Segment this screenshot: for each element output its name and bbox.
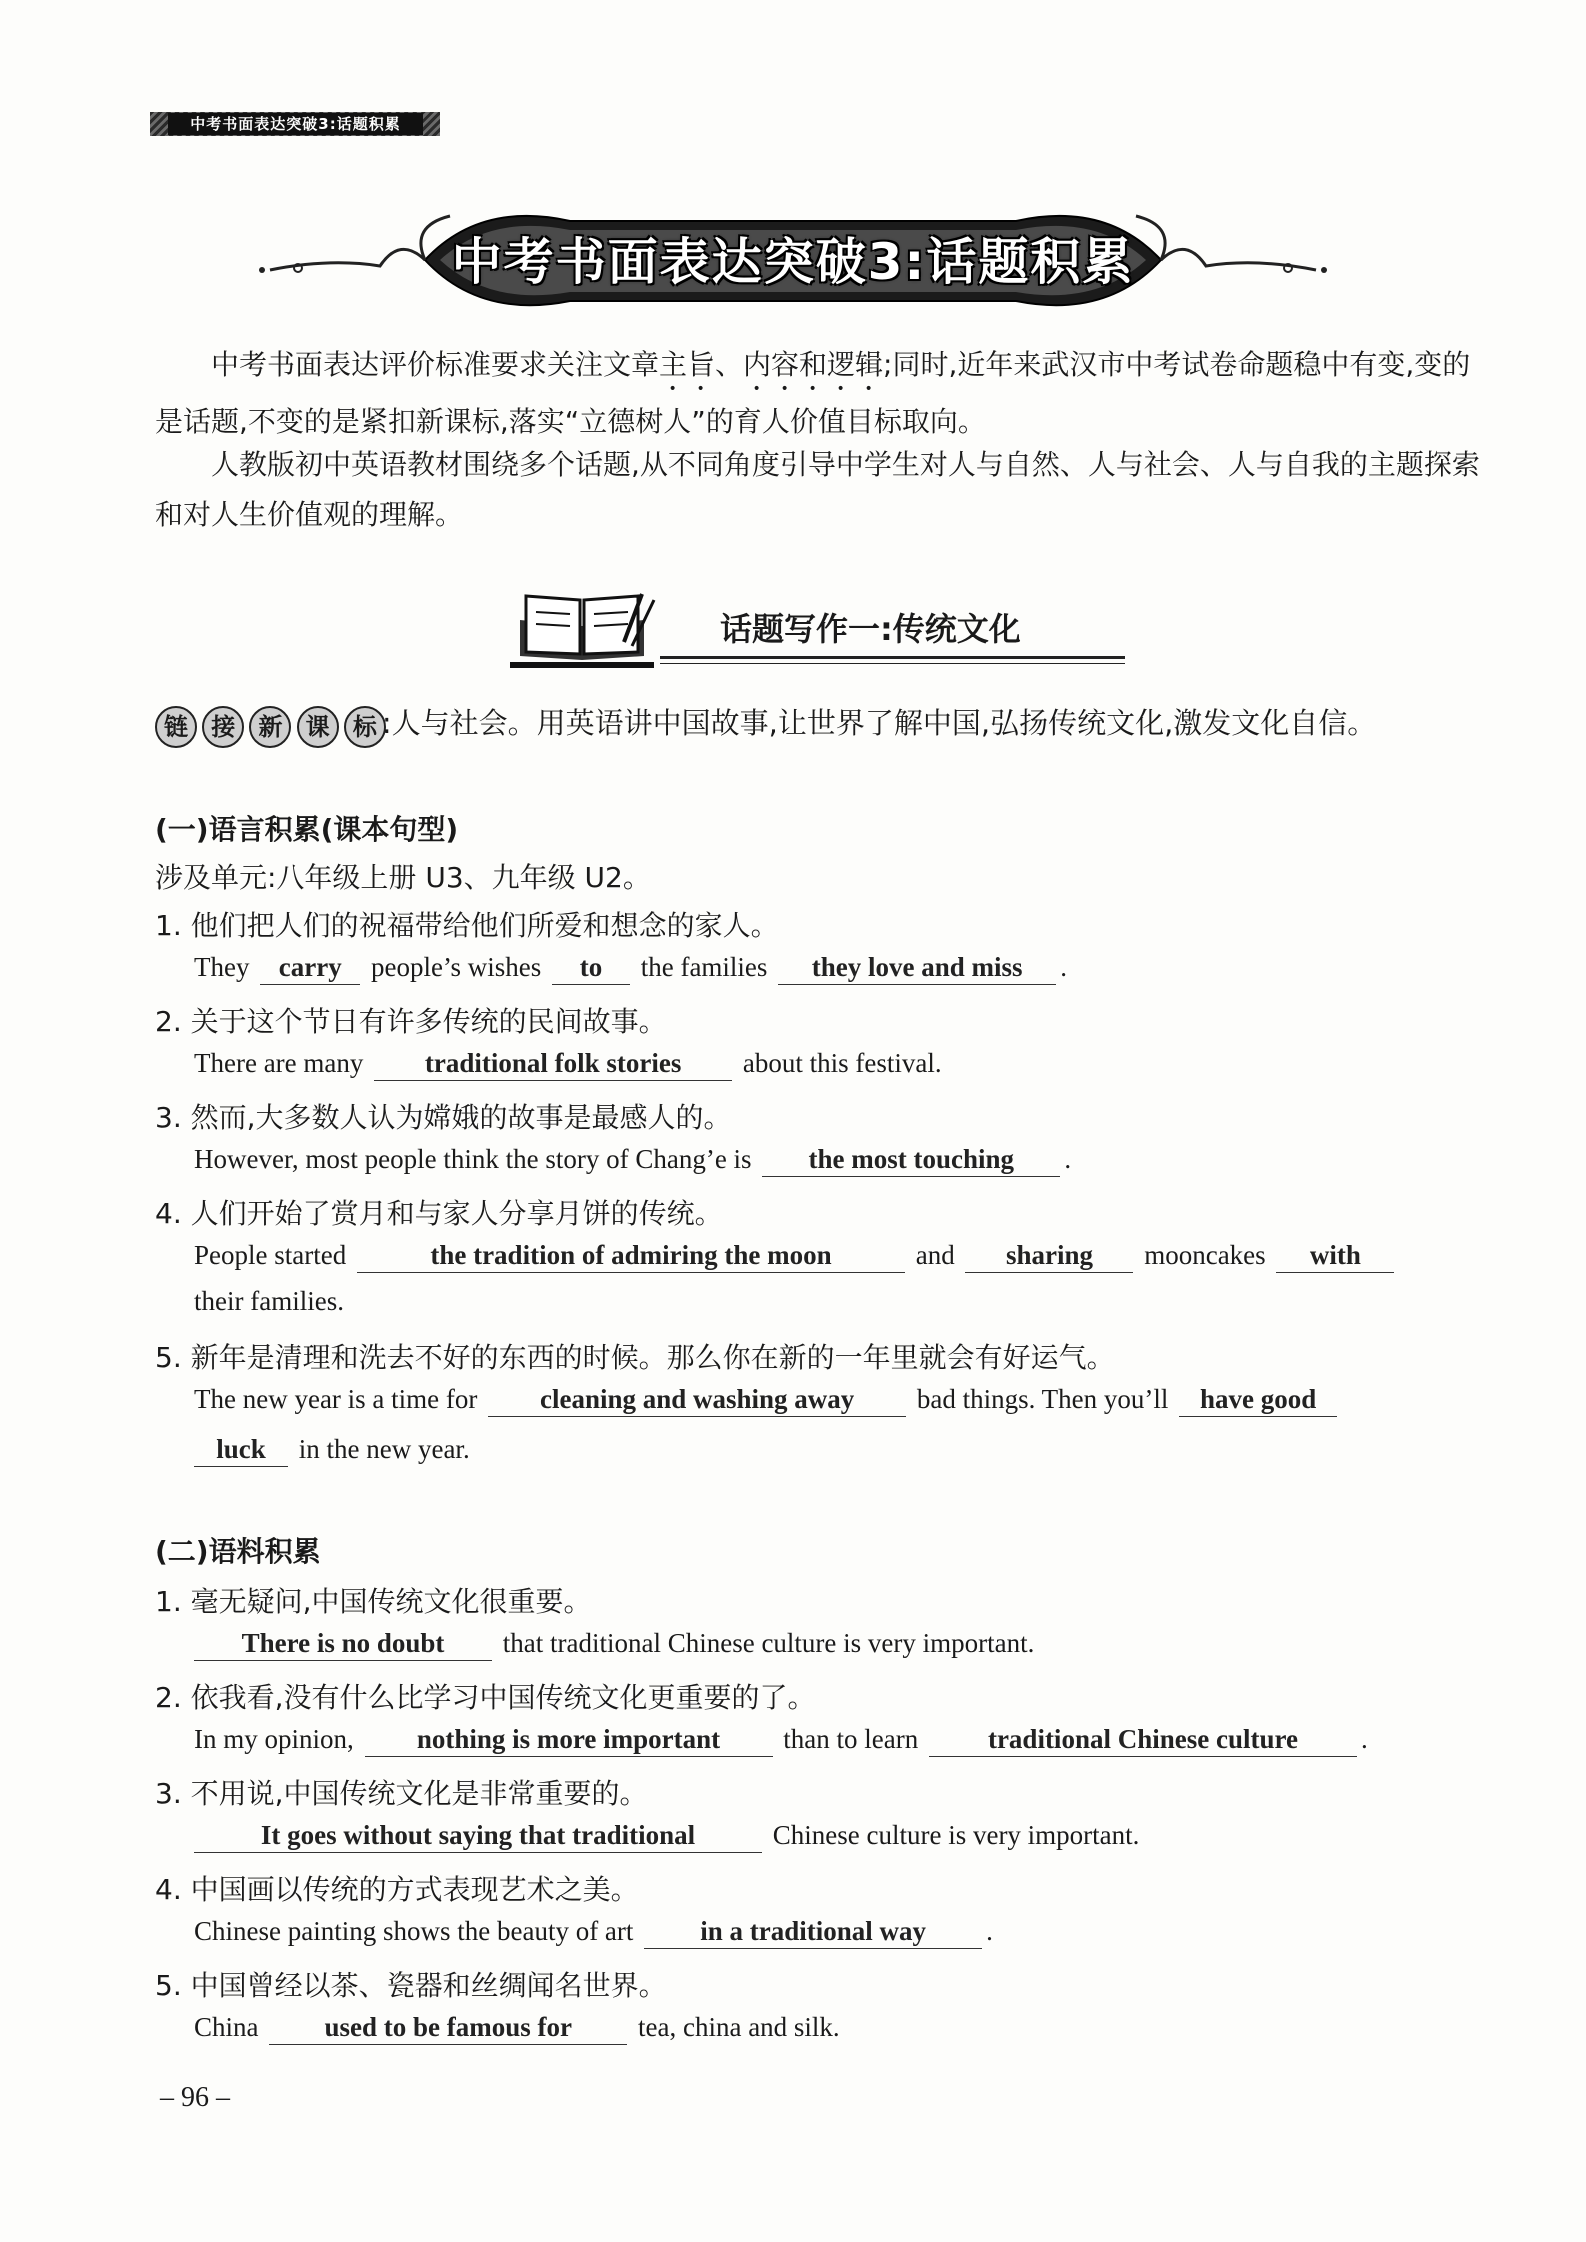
- curriculum-link: [155, 700, 1376, 746]
- sentence-text: Chinese painting shows the beauty of art: [194, 1916, 634, 1946]
- answer-blank: traditional Chinese culture: [929, 1722, 1357, 1757]
- intro-paragraph-2: 人教版初中英语教材围绕多个话题,从不同角度引导中学生对人与自然、人与社会、人与自我的主题探索和对人生价值观的理解。: [155, 448, 1480, 531]
- sentence-text: that traditional Chinese culture is very important.: [502, 1628, 1035, 1658]
- answer-blank: the tradition of admiring the moon: [357, 1238, 905, 1273]
- answer-blank: traditional folk stories: [374, 1046, 732, 1081]
- item-chinese: 3. 然而,大多数人认为嫦娥的故事是最感人的。: [155, 1101, 732, 1134]
- item-chinese: 4. 人们开始了赏月和与家人分享月饼的传统。: [155, 1197, 723, 1230]
- badge: 课: [297, 706, 339, 748]
- item-english: [194, 1626, 1034, 1661]
- sentence-text: the families: [640, 952, 768, 982]
- running-header-text: 中考书面表达突破3:话题积累: [168, 113, 423, 135]
- item-english-continued: [194, 1432, 470, 1467]
- item-chinese: 2. 关于这个节日有许多传统的民间故事。: [155, 1005, 667, 1038]
- sentence-text: They: [194, 952, 250, 982]
- badge: 标: [344, 706, 386, 748]
- sentence-text: bad things. Then you’ll: [916, 1384, 1169, 1414]
- sentence-text: .: [986, 1916, 993, 1946]
- badge: 接: [202, 706, 244, 748]
- answer-blank: cleaning and washing away: [488, 1382, 906, 1417]
- sentence-text: mooncakes: [1144, 1240, 1266, 1270]
- badge: 新: [249, 706, 291, 748]
- answer-blank: to: [552, 950, 630, 985]
- answer-blank: the most touching: [762, 1142, 1060, 1177]
- item-english: [194, 1382, 1341, 1417]
- intro-paragraph-1: [155, 340, 1485, 447]
- units-note: 涉及单元:八年级上册 U3、九年级 U2。: [155, 861, 651, 894]
- section-heading: (二)语料积累: [155, 1535, 321, 1568]
- sentence-text: Chinese culture is very important.: [772, 1820, 1140, 1850]
- open-book-icon: [510, 590, 660, 670]
- sentence-text: people’s wishes: [370, 952, 542, 982]
- item-english: [194, 1914, 993, 1949]
- answer-blank: nothing is more important: [365, 1722, 773, 1757]
- topic-title: 话题写作一:传统文化: [720, 610, 1021, 648]
- intro-emphasis: 主旨、内容和逻辑: [659, 348, 884, 381]
- sentence-text: .: [1060, 952, 1067, 982]
- sentence-text: There are many: [194, 1048, 364, 1078]
- item-english-continued: their families.: [194, 1286, 344, 1316]
- answer-blank: with: [1276, 1238, 1394, 1273]
- page-number: – 96 –: [160, 2082, 230, 2113]
- item-english: [194, 1722, 1368, 1757]
- sentence-text: However, most people think the story of Chang’e is: [194, 1144, 752, 1174]
- answer-blank: used to be famous for: [269, 2010, 627, 2045]
- sentence-text: .: [1064, 1144, 1072, 1174]
- item-chinese: 3. 不用说,中国传统文化是非常重要的。: [155, 1777, 648, 1810]
- item-chinese: 5. 新年是清理和洗去不好的东西的时候。那么你在新的一年里就会有好运气。: [155, 1341, 1115, 1374]
- item-chinese: 5. 中国曾经以茶、瓷器和丝绸闻名世界。: [155, 1969, 667, 2002]
- item-english: [194, 1046, 942, 1081]
- topic-heading: [510, 590, 1130, 680]
- running-header: [150, 100, 440, 146]
- curriculum-link-badges: [155, 702, 382, 748]
- answer-blank: It goes without saying that traditional: [194, 1818, 762, 1853]
- sentence-text: In my opinion,: [194, 1724, 354, 1754]
- topic-rule: [660, 656, 1125, 659]
- item-chinese: 4. 中国画以传统的方式表现艺术之美。: [155, 1873, 639, 1906]
- sentence-text: tea, china and silk.: [638, 2012, 840, 2042]
- item-english: [194, 1238, 1398, 1273]
- item-chinese: 1. 毫无疑问,中国传统文化很重要。: [155, 1585, 592, 1618]
- sentence-text: People started: [194, 1240, 347, 1270]
- sentence-text: than to learn: [783, 1724, 919, 1754]
- curriculum-link-text: :人与社会。用英语讲中国故事,让世界了解中国,弘扬传统文化,激发文化自信。: [381, 706, 1377, 740]
- item-english: [194, 1142, 1071, 1177]
- item-english: [194, 950, 1067, 985]
- item-chinese: 2. 依我看,没有什么比学习中国传统文化更重要的了。: [155, 1681, 816, 1714]
- topic-rule: [660, 663, 1125, 664]
- answer-blank: luck: [194, 1432, 288, 1467]
- answer-blank: have good: [1179, 1382, 1337, 1417]
- badge: 链: [155, 706, 197, 748]
- answer-blank: in a traditional way: [644, 1914, 982, 1949]
- answer-blank: carry: [260, 950, 360, 985]
- sentence-text: .: [1360, 1724, 1368, 1754]
- sentence-text: in the new year.: [298, 1434, 470, 1464]
- answer-blank: sharing: [965, 1238, 1133, 1273]
- banner-title: 中考书面表达突破3:话题积累: [451, 233, 1135, 291]
- section-heading: (一)语言积累(课本句型): [155, 813, 459, 846]
- chapter-banner: [250, 196, 1336, 326]
- intro-text: 中考书面表达评价标准要求关注文章: [211, 348, 660, 381]
- sentence-text: about this festival.: [742, 1048, 942, 1078]
- sentence-text: The new year is a time for: [194, 1384, 478, 1414]
- answer-blank: they love and miss: [778, 950, 1056, 985]
- sentence-text: China: [194, 2012, 259, 2042]
- item-english: [194, 1818, 1139, 1853]
- sentence-text: and: [915, 1240, 955, 1270]
- item-english: [194, 2010, 840, 2045]
- answer-blank: There is no doubt: [194, 1626, 492, 1661]
- intro-text: ;同时,近年来武汉市中考试卷命题稳中有变,变的是话题,不变的是紧扣新课标,落实“立德树人”的育人价值目标取向。: [155, 348, 1471, 438]
- item-chinese: 1. 他们把人们的祝福带给他们所爱和想念的家人。: [155, 909, 779, 942]
